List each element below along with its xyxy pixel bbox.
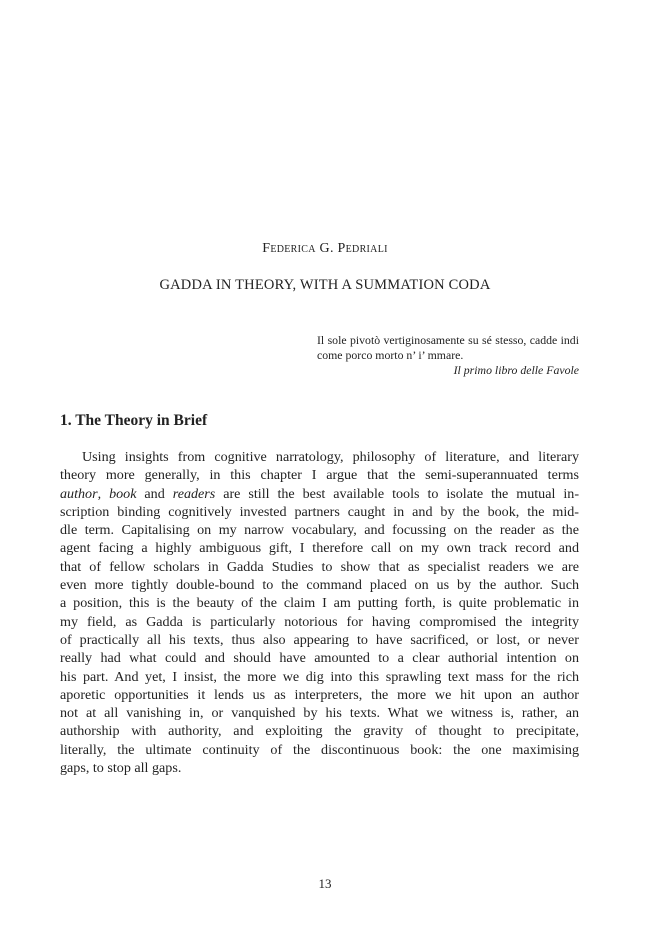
paragraph-line: agent facing a highly ambiguous gift, I therefore call on my own track record and bbox=[60, 540, 579, 557]
paragraph-line: of practically all his texts, thus also appearing to have sacrificed, or lost, or never bbox=[60, 631, 579, 648]
paragraph-line: authorship with authority, and exploiting the gravity of thought to precipitate, bbox=[60, 723, 579, 740]
paragraph-line: his part. And yet, I insist, the more we dig into this sprawling text mass for the rich bbox=[60, 668, 579, 685]
paragraph-line: my field, as Gadda is particularly notorious for having compromised the integrity bbox=[60, 613, 579, 630]
section-heading: 1. The Theory in Brief bbox=[60, 412, 208, 429]
paragraph-line: scription binding cognitively invested partners caught in and by the book, the mid- bbox=[60, 503, 579, 520]
paragraph-line: aporetic opportunities it lends us as interpreters, the more we hit upon an author bbox=[60, 686, 579, 703]
paragraph-line: not at all vanishing in, or vanquished by his texts. What we witness is, rather, an bbox=[60, 705, 579, 722]
paragraph-line: Using insights from cognitive narratology, philosophy of literature, and literary bbox=[82, 449, 579, 465]
paragraph-line: literally, the ultimate continuity of the discontinuous book: the one maximising bbox=[60, 741, 579, 758]
paragraph-line-with-italics: author, book and readers are still the best available tools to isolate the mutual in- bbox=[60, 485, 580, 502]
paragraph-line: even more tightly double-bound to the command placed on us by the author. Such bbox=[60, 577, 579, 594]
author-name: Federica G. Pedriali bbox=[262, 241, 388, 256]
epigraph-text: Il sole pivotò vertiginosamente su sé stesso, cadde indi come porco morto n’ i’ mmare. bbox=[317, 333, 579, 362]
paragraph-line: really had what could and should have amounted to a clear authorial intention on bbox=[60, 650, 579, 667]
italic-term: author bbox=[60, 485, 98, 502]
italic-term: book bbox=[109, 485, 137, 502]
paragraph-line: theory more generally, in this chapter I argue that the semi-superannuated terms bbox=[60, 467, 579, 484]
chapter-title: GADDA IN THEORY, WITH A SUMMATION CODA bbox=[159, 277, 491, 293]
italic-term: readers bbox=[172, 485, 216, 502]
body-paragraph bbox=[60, 448, 579, 777]
epigraph bbox=[317, 333, 579, 378]
paragraph-line: that of fellow scholars in Gadda Studies to show that as specialist readers we are bbox=[60, 558, 579, 575]
page-number: 13 bbox=[318, 876, 332, 891]
paragraph-line: dle term. Capitalising on my narrow vocabulary, and focussing on the reader as the bbox=[60, 522, 579, 539]
epigraph-source: Il primo libro delle Favole bbox=[453, 363, 579, 377]
paragraph-line: gaps, to stop all gaps. bbox=[60, 760, 182, 777]
paragraph-line: a position, this is the beauty of the claim I am putting forth, is quite problematic in bbox=[60, 595, 579, 612]
